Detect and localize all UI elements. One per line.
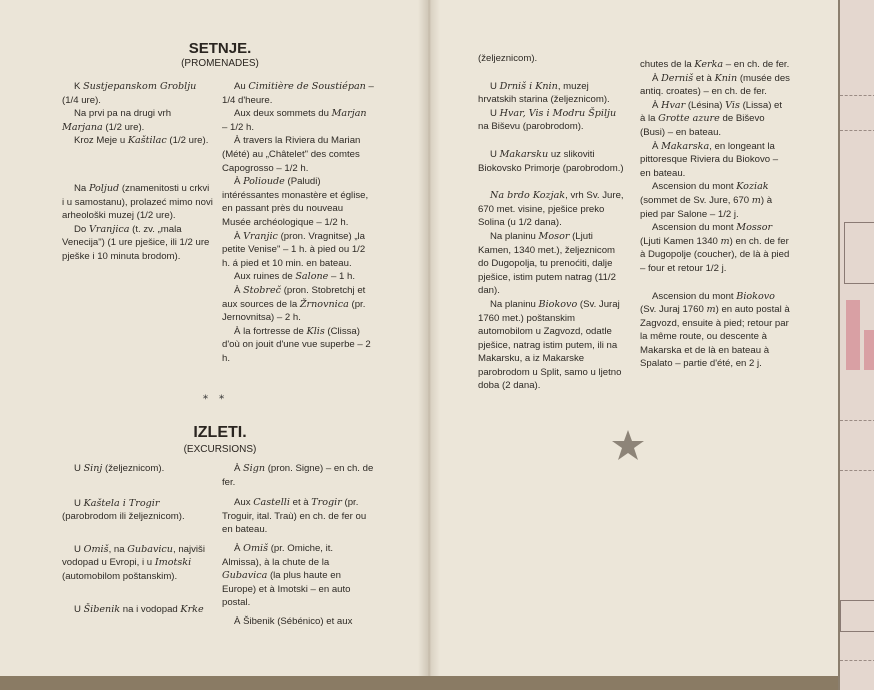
page-title-setnje: SETNJE. [188,40,252,57]
walks-french-column: Au Cimitière de Soustiépan – 1/4 d'heure. Aux deux sommets du Marjan – 1/2 h. À travers la Riviera du Marian (Mété) au „Châtelet" des comtes Capogrosso – 1/2 h. À Polioude (Paludi) intéréssantes monastère et église, en passant près du nouveau Musée archéologique – 1/2 h. À Vranjic (pron. Vragnitse) „la petite Venise" – 1 h. à pied ou 1/2 h. á pied et 10 min. en bateau. Aux ruines de Salone – 1 h. À Stobreč (pron. Stobretchj et aux sources de la Žrnovnica (pr. Jernovnitsa) – 2 h. À la fortresse de Klis (Clissa) d'où on jouit d'une vue superbe – 2 h. [222,81,374,364]
book-edge [0,676,838,690]
excursions-french-column-continued: chutes de la Kerka – en ch. de fer. À Derniš et à Knin (musée des antiq. croates) – en ch. de fer. À Hvar (Lésina) Vis (Lissa) et à la Grotte azure de Biševo (Busi) – en bateau. À Makarska, en longeant la pittoresque Riviera du Biokovo – en bateau. Ascension du mont Koziak (sommet de Sv. Jure, 670 m) à pied par Salone – 1/2 j. Ascension du mont Mossor (Ljuti Kamen 1340 m) en ch. de fer à Dugopolje (coucher), de là à pied – four et retour 1/2 j. Ascension du mont Biokovo (Sv. Juraj 1760 m) en auto postal à Zagvozd, ensuite à pied; retour par la même route, ou descente à Makarska et de là en bateau à Spalato – partie d'été, en 2 j. [640,59,790,370]
excursions-croatian-column-continued: (željeznicom). U Drniš i Knin, muzej hrvatskih starina (željeznicom). U Hvar, Vis i Modru Špilju na Biševu (parobrodom). U Makarsku uz slikoviti Biokovsko Primorje (parobrodom.) Na brdo Kozjak, vrh Sv. Jure, 670 met. visine, pješice preko Solina (u 1/2 dana). Na planinu Mosor (Ljuti Kamen, 1340 met.), željeznicom do Dugopolja, tu prenoćiti, dalje pješice, istim putem natrag (11/2 dan). Na planinu Biokovo (Sv. Juraj 1760 met.) poštanskim automobilom u Zagvozd, odatle pješice, natrag istim putem, ili na Makarsku, a iz Makarske parobrodom u Split, samo u ljetno doba (2 dana). [478,53,624,392]
page-subtitle-excursions: (EXCURSIONS) [183,444,257,455]
excursions-croatian-column: U Sinj (željeznicom). U Kaštela i Trogir (parobrodom ili željeznicom). U Omiš, na Gubavicu, najviši vodopad u Evropi, i u Imotski (automobilom poštanskim). U Šibenik na i vodopad Krke [62,463,205,615]
page-subtitle-promenades: (PROMENADES) [181,58,259,69]
excursions-french-column: À Sign (pron. Signe) – en ch. de fer. Aux Castelli et à Trogir (pr. Troguir, ital. Traù) en ch. de fer ou en bateau. À Omiš (pr. Omiche, it. Almissa), à la chute de la Gubavica (la plus haute en Europe) et à Imotski – en auto postal. À Šibenik (Sébénico) et aux [222,463,374,627]
walks-croatian-column: K Sustjepanskom Groblju (1/4 ure). Na prvi pa na drugi vrh Marjana (1/2 ure). Kroz Meje u Kaštilac (1/2 ure). Na Poljud (znamenitosti u crkvi i u samostanu), prolazeć mimo novi arheološki muzej (1/2 ure). Do Vranjica (t. zv. „mala Venecija") (1 ure pješice, ili 1/2 ure pješke i 10 minuta brodom). [62,81,213,262]
decorative-star-icon [610,428,646,464]
book-gutter [418,0,440,690]
page-title-izleti: IZLETI. [193,424,247,441]
folded-map-edge [838,0,874,690]
section-divider: * * [203,394,229,405]
